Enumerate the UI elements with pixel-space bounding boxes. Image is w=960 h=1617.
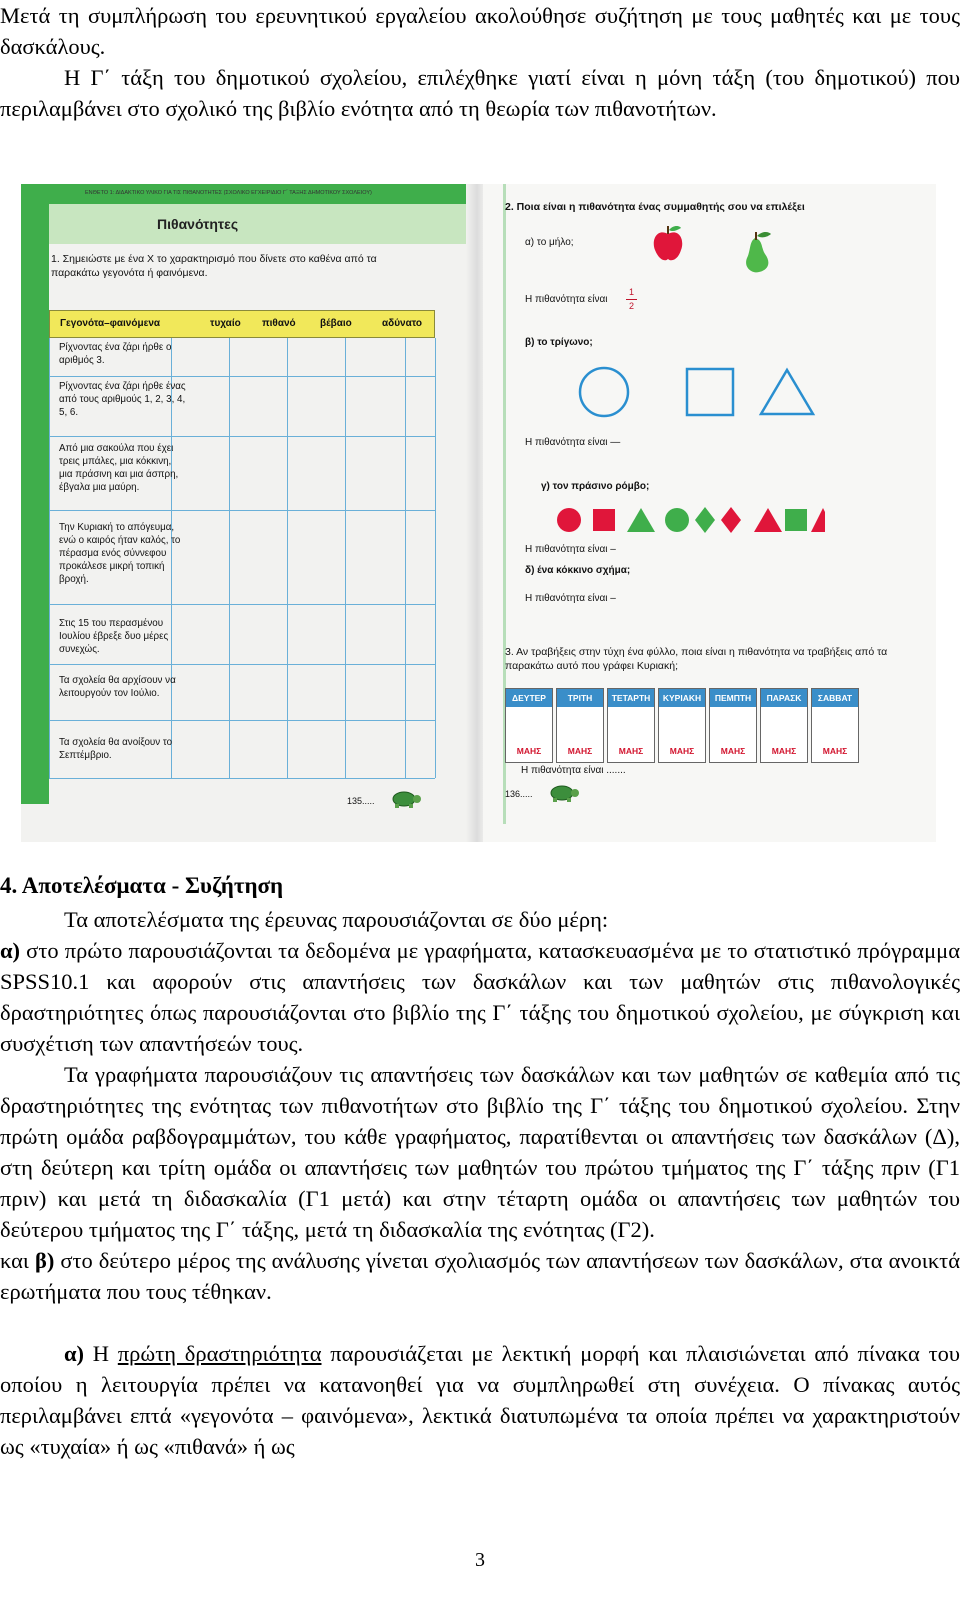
table-header-probable: πιθανό: [262, 318, 296, 329]
table-row-label-1: Ρίχνοντας ένα ζάρι ήρθε ο αριθμός 3.: [59, 342, 172, 366]
day-card-month: ΜΑΗΣ: [618, 746, 644, 756]
day-card-month: ΜΑΗΣ: [669, 746, 695, 756]
table-row-label-2: Ρίχνοντας ένα ζάρι ήρθε ένας από τους αριθμούς 1, 2, 3, 4, 5, 6.: [59, 381, 186, 418]
green-pear-icon: [741, 230, 775, 276]
question-2b-text: β) το τρίγωνο;: [525, 337, 593, 348]
day-card-3: [607, 688, 655, 763]
fraction-denominator: 2: [629, 301, 635, 311]
day-card-label: ΠΕΜΠΤΗ: [710, 689, 756, 707]
left-page-number: 135.....: [347, 796, 375, 806]
day-card-label: ΚΥΡΙΑΚΗ: [659, 689, 705, 707]
question-2a-text: α) το μήλο;: [525, 237, 574, 248]
section-paragraph-4-text: στο δεύτερο μέρος της ανάλυσης γίνεται σχολιασμός των απαντήσεων των δασκάλων, στα ανοικτά ερωτήματα που τους τέθηκαν.: [0, 1248, 960, 1304]
table-row-label-5: Στις 15 του περασμένου Ιουλίου έβρεξε δυο μέρες συνεχώς.: [59, 618, 169, 655]
question-2b-answer: Η πιθανότητα είναι —: [525, 437, 621, 448]
section-paragraph-2: [0, 935, 960, 1059]
triangle-shape: [761, 370, 813, 414]
table-row-label-4: Την Κυριακή το απόγευμα, ενώ ο καιρός ήταν καλός, το πέρασμα ενός σύννεφου προκάλεσε μικρή τοπική βροχή.: [59, 522, 181, 585]
intro-paragraph-1: Μετά τη συμπλήρωση του ερευνητικού εργαλείου ακολούθησε συζήτηση με τους μαθητές και με τους δασκάλους.: [0, 3, 960, 59]
section-paragraph-1: Τα αποτελέσματα της έρευνας παρουσιάζονται σε δύο μέρη:: [64, 907, 609, 932]
section-paragraph-5: [0, 1338, 960, 1462]
item-label-b: β): [35, 1248, 55, 1273]
section-heading: 4. Αποτελέσματα - Συζήτηση: [0, 873, 284, 898]
textbook-left-page: [21, 184, 474, 842]
day-card-label: ΔΕΥΤΕΡ: [506, 689, 552, 707]
textbook-right-page: [483, 184, 936, 842]
section-paragraph-5-text: παρουσιάζεται με λεκτική μορφή και πλαισιώνεται από πίνακα του οποίου η λειτουργία πρέπει να κατανοηθεί για να συμπληρωθεί στη συνέχεια. Ο πίνακας αυτός περιλαμβάνει επτά «γεγονότα – φαινόμενα», λεκτικά διατυπωμένα τα οποία πρέπει να χαρακτηριστούν ως «τυχαία» ή ως «πιθανά» ή ως: [0, 1341, 960, 1459]
day-card-label: ΠΑΡΑΣΚ: [761, 689, 807, 707]
question-2a-answer: Η πιθανότητα είναι: [525, 294, 608, 305]
table-header-random: τυχαίο: [210, 318, 241, 329]
question-1-text: 1. Σημειώστε με ένα Χ το χαρακτηρισμό που δίνετε στο καθένα από τα παρακάτω γεγονότα ή φαινόμενα.: [51, 253, 377, 279]
section-paragraph-3: Τα γραφήματα παρουσιάζουν τις απαντήσεις των δασκάλων και των μαθητών σε καθεμία από τις δραστηριότητες της ενότητας των πιθανοτήτων στο βιβλίο της Γ΄ τάξης του δημοτικού σχολείου. Στην πρώτη ομάδα ραβδογραμμάτων, του κάθε γραφήματος, παρατίθενται οι απαντήσεις των δασκάλων (Δ), στη δεύτερη και τρίτη ομάδα οι απαντήσεις των μαθητών του πρώτου τμήματος της Γ΄ τάξης πριν (Γ1 πριν) και μετά τη διδασκαλία (Γ1 μετά) και στην τέταρτη ομάδα οι απαντήσεις των μαθητών του δεύτερου τμήματος της Γ΄ τάξης, μετά τη διδασκαλία της ενότητας (Γ2).: [0, 1062, 960, 1242]
section-paragraph-2-text: στο πρώτο παρουσιάζονται τα δεδομένα με γραφήματα, κατασκευασμένα με το στατιστικό πρόγραμμα SPSS10.1 και αφορούν στις απαντήσεις των δασκάλων και των μαθητών στις πιθανολογικές δραστηριότητες όπως παρουσιάζονται στο βιβλίο της Γ΄ τάξης του δημοτικού σχολείου, με σύγκριση και συσχέτιση των απαντήσεών τους.: [0, 938, 960, 1056]
day-card-month: ΜΑΗΣ: [822, 746, 848, 756]
right-page-number: 136.....: [505, 789, 533, 799]
item-label-a-second: α): [64, 1341, 85, 1366]
circle-shape: [580, 368, 628, 416]
day-card-label: ΣΑΒΒΑΤ: [812, 689, 858, 707]
day-card-2: [556, 688, 604, 763]
day-card-6: [760, 688, 808, 763]
red-apple-icon: [651, 224, 685, 264]
day-card-label: ΤΡΙΤΗ: [557, 689, 603, 707]
item-label-a: α): [0, 938, 21, 963]
fraction-numerator: 1: [629, 287, 635, 297]
scan-header-line: ΕΝΘΕΤΟ 1: ΔΙΔΑΚΤΙΚΟ ΥΛΙΚΟ ΓΙΑ ΤΙΣ ΠΙΘΑΝΟΤΗΤΕΣ (ΣΧΟΛΙΚΟ ΕΓΧΕΙΡΙΔΙΟ Γ΄ ΤΑΞΗΣ ΔΗΜΟΤΙΚΟΥ ΣΧΟΛΕΙΟΥ): [85, 190, 372, 196]
day-card-7: [811, 688, 859, 763]
question-2c-answer: Η πιθανότητα είναι –: [525, 544, 616, 555]
question-3-answer: Η πιθανότητα είναι .......: [521, 765, 626, 776]
day-card-month: ΜΑΗΣ: [567, 746, 593, 756]
question-2d-text: δ) ένα κόκκινο σχήμα;: [525, 565, 631, 576]
day-card-label: ΤΕΤΑΡΤΗ: [608, 689, 654, 707]
table-row-label-7: Τα σχολεία θα ανοίξουν το Σεπτέμβριο.: [59, 737, 173, 761]
section-paragraph-5-prefix: Η: [84, 1341, 118, 1366]
question-2c-text: γ) τον πράσινο ρόμβο;: [541, 481, 650, 492]
table-header-certain: βέβαιο: [320, 318, 352, 329]
turtle-icon: [545, 781, 581, 803]
textbook-scan-figure: [21, 184, 936, 842]
question-3-text: 3. Αν τραβήξεις στην τύχη ένα φύλλο, ποια είναι η πιθανότητα να τραβήξεις από τα παρακάτω αυτό που γράφει Κυριακή;: [505, 646, 888, 672]
shapes-row: [577, 364, 837, 420]
table-header-bar: [49, 310, 435, 338]
turtle-icon: [387, 787, 423, 809]
section-paragraph-4: [0, 1245, 960, 1307]
section-paragraph-4-prefix: και: [0, 1248, 35, 1273]
question-2-text: 2. Ποια είναι η πιθανότητα ένας συμμαθητής σου να επιλέξει: [505, 201, 805, 213]
left-page-title: Πιθανότητες: [157, 216, 239, 232]
page-number: 3: [475, 1549, 485, 1571]
intro-paragraph-2: Η Γ΄ τάξη του δημοτικού σχολείου, επιλέχθηκε γιατί είναι η μόνη τάξη (του δημοτικού) που περιλαμβάνει στο σχολικό της βιβλίο ενότητα από τη θεωρία των πιθανοτήτων.: [0, 65, 960, 121]
day-card-5: [709, 688, 757, 763]
table-header-events: Γεγονότα–φαινόμενα: [60, 318, 161, 329]
question-2d-answer: Η πιθανότητα είναι –: [525, 593, 616, 604]
table-header-impossible: αδύνατο: [382, 318, 423, 329]
colored-shapes-row: [555, 504, 825, 536]
day-card-1: [505, 688, 553, 763]
table-row-label-3: Από μια σακούλα που έχει τρεις μπάλες, μια κόκκινη, μια πράσινη και μια άσπρη, έβγαλα μια μαύρη.: [59, 443, 179, 493]
day-card-4: [658, 688, 706, 763]
day-card-month: ΜΑΗΣ: [516, 746, 542, 756]
day-card-month: ΜΑΗΣ: [720, 746, 746, 756]
square-shape: [687, 369, 733, 415]
first-activity-underlined: πρώτη δραστηριότητα: [117, 1341, 322, 1366]
day-card-month: ΜΑΗΣ: [771, 746, 797, 756]
table-row-label-6: Τα σχολεία θα αρχίσουν να λειτουργούν τον Ιούλιο.: [59, 675, 176, 699]
